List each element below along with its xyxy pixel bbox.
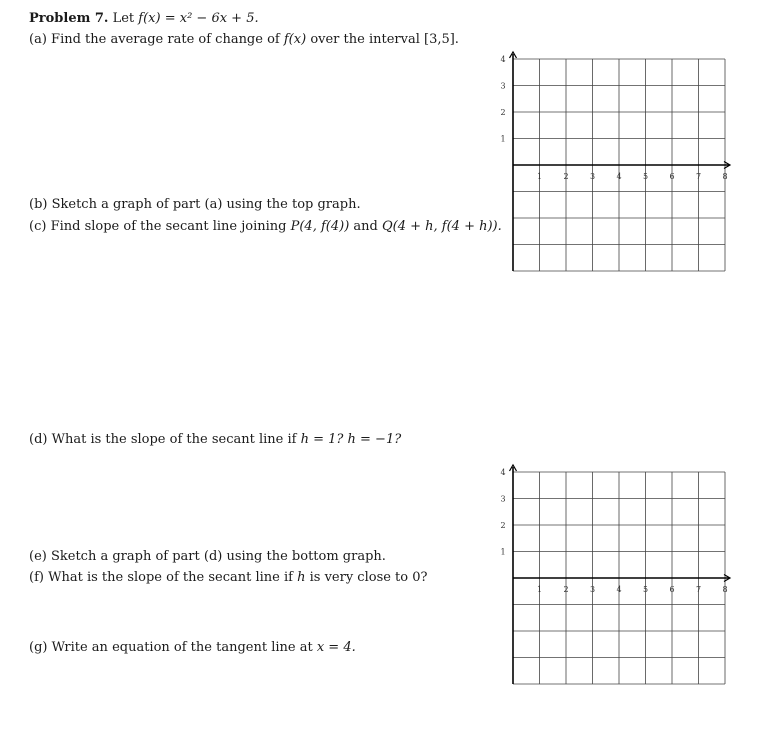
y-tick-label: 4	[500, 468, 506, 477]
part-g-text-before: Write an equation of the tangent line at	[51, 640, 313, 655]
part-c-point-p: P(4, f(4))	[290, 219, 350, 234]
part-g-prefix: (g)	[29, 640, 48, 655]
bottom-graph-axes	[510, 465, 731, 684]
x-tick-label: 4	[616, 585, 622, 594]
part-e	[29, 549, 386, 565]
top-graph-axes	[510, 52, 731, 271]
problem-function: f(x) = x² − 6x + 5.	[138, 11, 259, 26]
y-tick-label: 2	[500, 521, 506, 530]
part-b	[29, 197, 361, 213]
part-a-fx: f(x)	[283, 32, 307, 47]
y-tick-label: 3	[500, 494, 506, 504]
part-d-prefix: (d)	[29, 432, 48, 447]
x-tick-label: 6	[669, 172, 675, 181]
x-tick-label: 8	[722, 172, 728, 181]
y-tick-label: 2	[500, 108, 506, 117]
y-tick-label: 1	[500, 547, 506, 557]
part-c	[29, 219, 502, 235]
part-g-x: x = 4.	[316, 640, 356, 655]
top-graph[interactable]	[490, 50, 740, 275]
x-tick-label: 6	[669, 585, 675, 594]
problem-header	[29, 11, 259, 27]
part-a-text-before: Find the average rate of change of	[51, 32, 280, 47]
part-c-point-q: Q(4 + h, f(4 + h)).	[382, 219, 502, 234]
y-tick-label: 1	[500, 134, 506, 144]
y-tick-label: 3	[500, 81, 506, 91]
part-d-h1: h = 1?	[300, 432, 344, 447]
part-b-text: Sketch a graph of part (a) using the top graph.	[51, 197, 361, 212]
part-e-prefix: (e)	[29, 549, 47, 564]
part-a-prefix: (a)	[29, 32, 47, 47]
part-f	[29, 570, 428, 586]
bottom-graph[interactable]	[490, 463, 740, 688]
part-c-prefix: (c)	[29, 219, 47, 234]
part-f-prefix: (f)	[29, 570, 44, 585]
top-graph-labels	[500, 55, 727, 181]
part-d-h2: h = −1?	[347, 432, 402, 447]
part-d-text-before: What is the slope of the secant line if	[51, 432, 297, 447]
bottom-graph-labels	[500, 468, 727, 594]
part-f-h: h	[297, 570, 306, 585]
part-a-text-after: over the interval [3,5].	[310, 32, 459, 47]
y-tick-label: 4	[500, 55, 506, 64]
x-tick-label: 5	[642, 585, 649, 594]
part-b-prefix: (b)	[29, 197, 48, 212]
part-f-text-before: What is the slope of the secant line if	[48, 570, 293, 585]
part-e-text: Sketch a graph of part (d) using the bottom graph.	[50, 549, 386, 564]
x-tick-label: 8	[722, 585, 728, 594]
part-g	[29, 640, 356, 656]
x-tick-label: 3	[589, 172, 596, 181]
problem-intro: Let	[112, 11, 135, 26]
x-tick-label: 4	[616, 172, 622, 181]
x-tick-label: 2	[563, 172, 569, 181]
x-tick-label: 7	[695, 172, 702, 181]
x-tick-label: 7	[695, 585, 702, 594]
x-tick-label: 1	[536, 585, 543, 594]
problem-label: Problem 7.	[29, 11, 109, 26]
part-c-and: and	[353, 219, 378, 234]
part-f-text-after: is very close to 0?	[309, 570, 428, 585]
x-tick-label: 5	[642, 172, 649, 181]
x-tick-label: 1	[536, 172, 543, 181]
part-d	[29, 432, 401, 448]
x-tick-label: 3	[589, 585, 596, 594]
part-c-text-before: Find slope of the secant line joining	[50, 219, 287, 234]
x-tick-label: 2	[563, 585, 569, 594]
part-a	[29, 32, 459, 48]
